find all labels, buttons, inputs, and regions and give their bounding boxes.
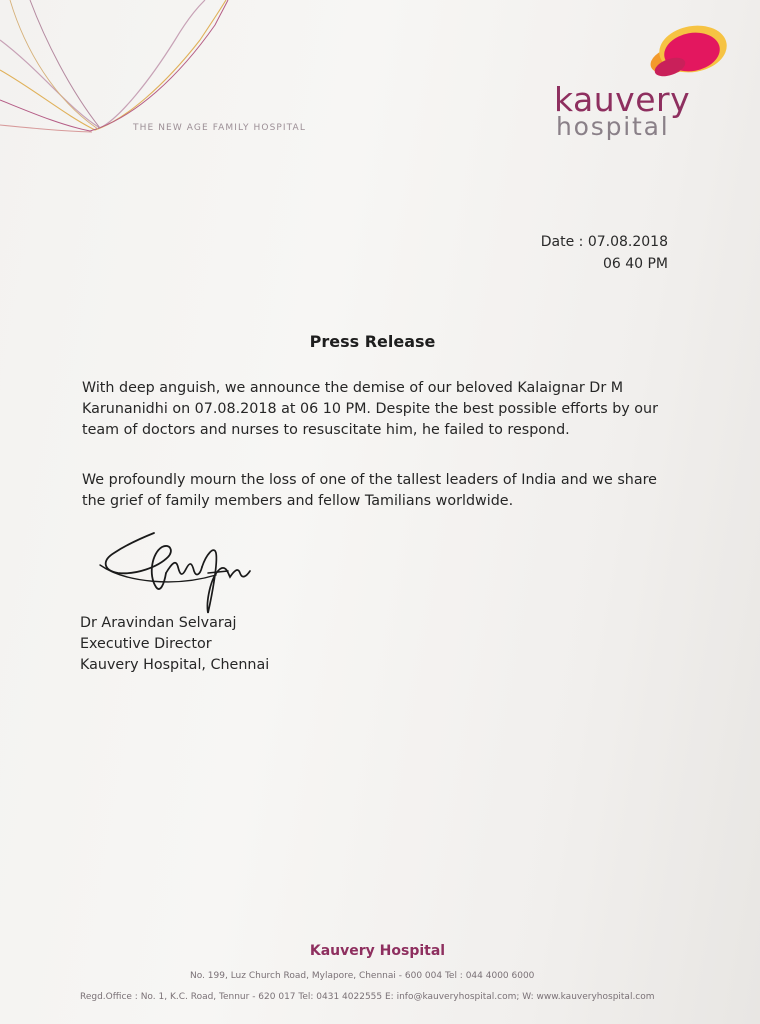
logo-wordmark-kauvery: kauvery <box>554 80 691 119</box>
kauvery-logo <box>548 22 738 142</box>
dateline <box>500 231 668 275</box>
logo-wordmark-hospital: hospital <box>556 112 670 141</box>
footer-address: No. 199, Luz Church Road, Mylapore, Chennai - 600 004 Tel : 044 4000 6000 <box>190 971 535 981</box>
signatory-organization: Kauvery Hospital, Chennai <box>80 657 270 673</box>
footer-hospital-name: Kauvery Hospital <box>309 943 446 959</box>
release-time: 06 40 PM <box>602 256 668 272</box>
signatory-role: Executive Director <box>80 636 212 652</box>
signatory-name: Dr Aravindan Selvaraj <box>80 615 237 631</box>
release-date: Date : 07.08.2018 <box>540 234 668 250</box>
hospital-tagline: THE NEW AGE FAMILY HOSPITAL <box>133 123 306 133</box>
handwritten-signature <box>96 515 266 615</box>
footer-registered-office: Regd.Office : No. 1, K.C. Road, Tennur - 620 017 Tel: 0431 4022555 E: info@kauveryhospital.com; W: www.kauveryhospital.com <box>80 992 655 1002</box>
document-title: Press Release <box>309 332 436 351</box>
logo-petal-mark <box>630 22 730 84</box>
signatory-block <box>80 613 269 676</box>
body-paragraph-1: With deep anguish, we announce the demise of our beloved Kalaignar Dr M Karunanidhi on 07.08.2018 at 06 10 PM. Despite the best possible efforts by our team of doctors and nurses to resuscitate him, he failed to respond. <box>82 380 658 438</box>
body-paragraph-2: We profoundly mourn the loss of one of the tallest leaders of India and we share the grief of family members and fellow Tamilians worldwide. <box>82 472 657 509</box>
